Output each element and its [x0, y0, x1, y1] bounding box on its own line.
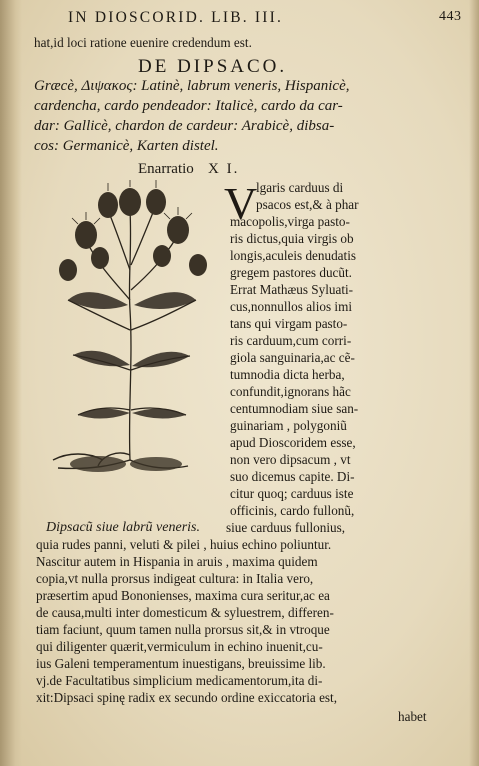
body-line: Nascitur autem in Hispania in aruis , maxima quidem	[36, 554, 318, 569]
column-line: non vero dipsacum , vt	[230, 452, 351, 467]
column-line: psacos est,& à phar	[256, 197, 359, 212]
synonym-line: cardencha, cardo pendeador: Italicè, cardo da car-	[34, 98, 343, 114]
synonym-line: Græcè, Διψακος: Latinè, labrum veneris, Hispanicè,	[34, 78, 350, 94]
column-line: ris dictus,quia virgis ob	[230, 231, 354, 246]
section-title: DE DIPSACO.	[138, 56, 288, 77]
body-line: copia,vt nulla prorsus indigeat cultura: in Italia vero,	[36, 571, 314, 586]
column-line: ris carduum,cum corri-	[230, 333, 352, 348]
body-line: qui diligenter quærit,vermiculum in echino inuenit,cu-	[36, 639, 323, 654]
body-line: tiam faciunt, quum tamen nulla prorsus sit,& in vtroque	[36, 622, 330, 637]
figure-caption: Dipsacũ siue labrũ veneris.	[46, 520, 200, 535]
column-line: longis,aculeis denudatis	[230, 248, 356, 263]
page-edge-shadow	[469, 0, 479, 766]
teasel-woodcut-illustration	[38, 180, 218, 485]
page-number: 443	[439, 9, 462, 24]
column-line: centumnodiam siue san-	[230, 401, 359, 416]
synonym-line: cos: Germanicè, Karten distel.	[34, 138, 219, 154]
synonym-line: dar: Gallicè, chardon de cardeur: Arabicè, dibsa-	[34, 118, 335, 134]
catchword: habet	[398, 709, 427, 724]
running-title: IN DIOSCORID. LIB. III.	[68, 9, 284, 26]
column-line: cus,nonnullos alios imi	[230, 299, 352, 314]
column-line: tumnodia dicta herba,	[230, 367, 345, 382]
body-line: quia rudes panni, veluti & pilei , huius echino poliuntur.	[36, 537, 332, 552]
column-line: guinariam , polygoniũ	[230, 418, 347, 433]
column-line: macopolis,virga pasto-	[230, 214, 350, 229]
column-line: officinis, cardo fullonũ,	[230, 503, 355, 518]
top-line: hat,id loci ratione euenire credendum est.	[34, 35, 252, 50]
enarratio-heading	[138, 161, 240, 177]
body-line: vj.de Facultatibus simplicium medicamentorum,ita di-	[36, 673, 323, 688]
column-line: apud Dioscoridem esse,	[230, 435, 356, 450]
body-line: ius Galeni temperamentum inuestigans, breuissime lib.	[36, 656, 326, 671]
body-line: xit:Dipsaci spinę radix ex secundo ordine exiccatoria est,	[36, 690, 338, 705]
column-line: lgaris carduus di	[256, 180, 344, 195]
column-line: gregem pastores ducũt.	[230, 265, 352, 280]
column-line: Errat Mathæus Syluati-	[230, 282, 354, 297]
column-line: tans qui virgam pasto-	[230, 316, 348, 331]
body-line: de causa,multi inter domesticum & syluestrem, differen-	[36, 605, 334, 620]
column-line: citur quoq; carduus iste	[230, 486, 354, 501]
column-line: confundit,ignorans hãc	[230, 384, 351, 399]
enarratio-number: X I.	[208, 161, 240, 177]
body-line: præsertim apud Bononienses, maxima cura seritur,ac ea	[36, 588, 330, 603]
column-line: suo dicemus capite. Di-	[230, 469, 355, 484]
caption-continuation: siue carduus fullonius,	[226, 520, 346, 535]
enarratio-label: Enarratio	[138, 161, 194, 177]
page-gutter-shadow	[0, 0, 22, 766]
column-line: giola sanguinaria,ac cẽ-	[230, 350, 355, 365]
dropcap: V	[224, 178, 258, 229]
